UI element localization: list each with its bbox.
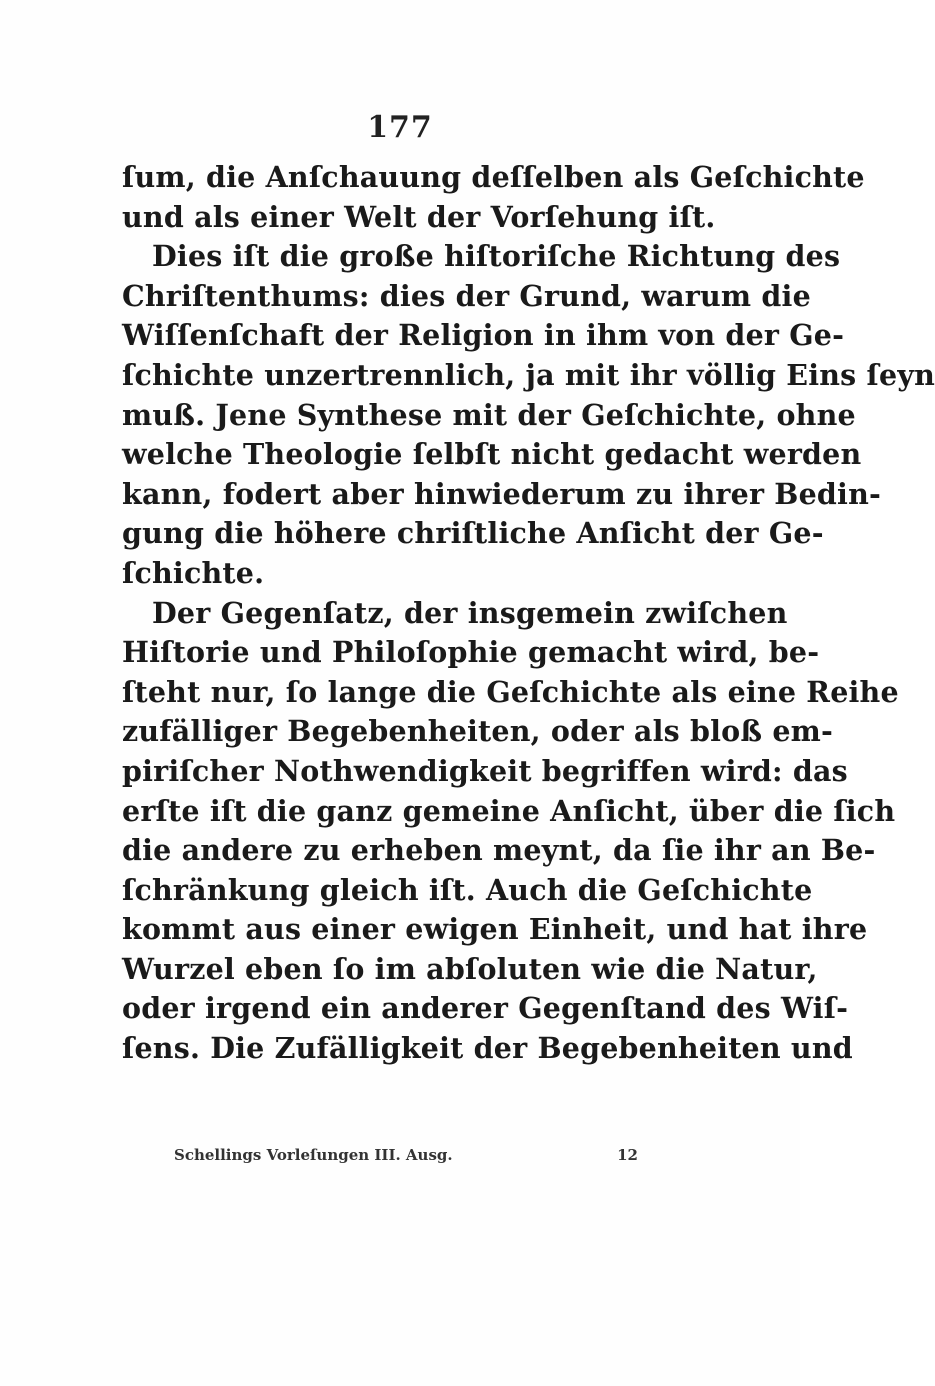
text-line: erſte iſt die ganz gemeine Anſicht, über die ſich bbox=[122, 793, 896, 828]
text-line: muß. Jene Synthese mit der Geſchichte, ohne bbox=[122, 397, 856, 432]
text-line: piriſcher Nothwendigkeit begriffen wird: das bbox=[122, 753, 848, 788]
page-number: 177 bbox=[367, 110, 433, 145]
text-line: oder irgend ein anderer Gegenſtand des Wiſ- bbox=[122, 991, 849, 1026]
body-text bbox=[122, 158, 935, 1069]
text-line: kann, fodert aber hinwiederum zu ihrer Bedin- bbox=[122, 476, 882, 511]
text-line: und als einer Welt der Vorſehung iſt. bbox=[122, 199, 716, 234]
page-footer bbox=[118, 1143, 738, 1167]
signature-mark: Schellings Vorleſungen III. Ausg. bbox=[174, 1146, 453, 1164]
text-line: Chriſtenthums: dies der Grund, warum die bbox=[122, 278, 811, 313]
text-line: die andere zu erheben meynt, da ſie ihr an Be- bbox=[122, 833, 876, 868]
text-line: ſens. Die Zufälligkeit der Begebenheiten und bbox=[122, 1031, 853, 1066]
text-line: ſteht nur, ſo lange die Geſchichte als eine Reihe bbox=[122, 674, 899, 709]
text-line: Dies iſt die große hiſtoriſche Richtung des bbox=[152, 239, 841, 274]
text-line: Wurzel eben ſo im abſoluten wie die Natur, bbox=[122, 951, 818, 986]
text-line: Wiſſenſchaft der Religion in ihm von der Ge- bbox=[122, 318, 845, 353]
text-line: kommt aus einer ewigen Einheit, und hat ihre bbox=[122, 912, 868, 947]
text-line: ſchichte unzertrennlich, ja mit ihr völlig Eins ſeyn bbox=[122, 357, 935, 392]
text-line: Hiſtorie und Philoſophie gemacht wird, be- bbox=[122, 635, 820, 670]
text-line: welche Theologie ſelbſt nicht gedacht werden bbox=[122, 437, 862, 472]
text-line: ſchichte. bbox=[122, 555, 265, 590]
text-line: ſum, die Anſchauung deſſelben als Geſchichte bbox=[122, 160, 865, 194]
text-line: gung die höhere chriſtliche Anſicht der Ge- bbox=[122, 516, 824, 551]
text-line: zufälliger Begebenheiten, oder als bloß em- bbox=[122, 714, 834, 749]
text-line: Der Gegenſatz, der insgemein zwiſchen bbox=[152, 595, 788, 630]
sheet-number: 12 bbox=[617, 1146, 638, 1164]
text-line: ſchränkung gleich iſt. Auch die Geſchichte bbox=[122, 872, 813, 907]
